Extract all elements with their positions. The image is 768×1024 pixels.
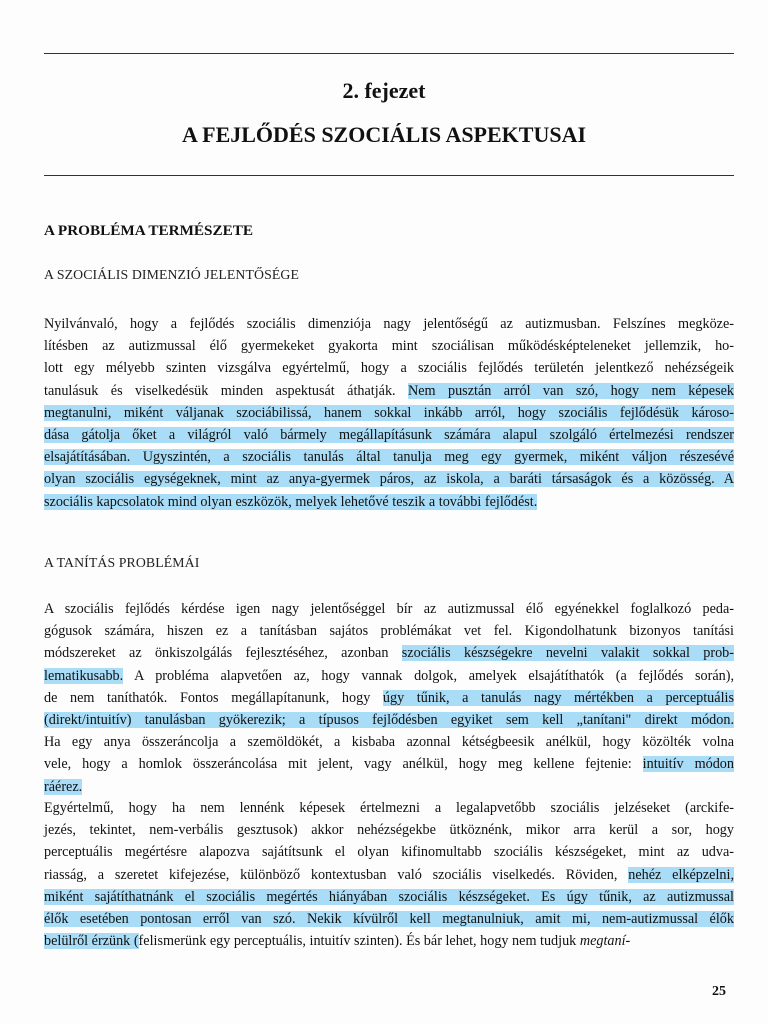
text-line	[44, 841, 734, 863]
text-line	[44, 687, 734, 709]
text-line	[44, 642, 734, 664]
chapter-number: 2. fejezet	[342, 78, 426, 103]
text-line	[44, 731, 734, 753]
text-segment: gógusok számára, hiszen ez a tanításban sajátos problémákat vet fel. Kigondolhatunk bizonyos tanítási	[44, 623, 734, 640]
top-rule	[44, 53, 734, 54]
text-line	[44, 819, 734, 841]
highlighted-text: ráérez.	[44, 778, 83, 795]
text-line	[44, 357, 734, 379]
text-segment: riasság, a szeretet kifejezése, különböző kontextusban való szociális viselkedés. Röviden,	[44, 866, 629, 883]
text-segment: lítésben az autizmussal élő gyermekeket gyakorta mint szociálisan működésképteleneket jellemzik, ho-	[44, 338, 734, 355]
text-line	[44, 491, 734, 513]
highlighted-text: élők esetében pontosan erről van szó. Nekik kívülről kell megtanulniuk, amit mi, nem-autizmussal élők	[44, 910, 734, 927]
highlighted-text: nehéz elképzelni,	[628, 866, 735, 883]
text-line	[44, 313, 734, 335]
text-line	[44, 468, 734, 490]
chapter-title: A FEJLŐDÉS SZOCIÁLIS ASPEKTUSAI	[181, 122, 587, 147]
text-line	[44, 402, 734, 424]
highlighted-text: Nem pusztán arról van szó, hogy nem képesek	[408, 382, 734, 399]
highlighted-text: szociális kapcsolatok mind olyan eszközök, melyek lehetővé teszik a további fejlődést.	[44, 493, 538, 510]
text-line	[44, 886, 734, 908]
text-line	[44, 753, 734, 775]
highlighted-text: elsajátításában. Ugyszintén, a szociális tanulás által tanulja meg egy gyermek, miként váljon részesévé	[44, 449, 734, 466]
text-segment: lott egy mélyebb szinten vizsgálva egyértelmű, hogy a szociális fejlődés területén jelentkező nehézségeik	[44, 360, 734, 377]
text-segment: Egyértelmű, hogy ha nem lennénk képesek értelmezni a legalapvetőbb szociális jelzéseket (arckife-	[44, 800, 734, 816]
text-segment: Nyilvánvaló, hogy a fejlődés szociális dimenziója nagy jelentőségű az autizmusban. Felszínes megköze-	[44, 316, 734, 332]
text-segment: vele, hogy a homlok összeráncolása mit jelent, vagy anélkül, hogy meg kellene fejtenie:	[44, 756, 643, 773]
text-line	[44, 446, 734, 468]
section-heading: A PROBLÉMA TERMÉSZETE	[44, 222, 254, 239]
text-segment: megtaní-	[579, 933, 631, 950]
text-line	[44, 335, 734, 357]
text-segment: tanulásuk és viselkedésük minden aspektusát áthatják.	[44, 382, 409, 399]
subsection-heading-2: A TANÍTÁS PROBLÉMÁI	[44, 555, 200, 570]
highlighted-text: (direkt/intuitív) tanulásban gyökerezik; a típusos fejlődésben egyiket sem kell „tanítani" direkt módon.	[44, 711, 734, 728]
highlighted-text: belülről érzünk (	[44, 933, 139, 950]
text-segment: de nem taníthatók. Fontos megállapítanunk, hogy	[44, 689, 383, 706]
highlighted-text: úgy tűnik, a tanulás nagy mértékben a perceptuális	[382, 689, 734, 706]
text-segment: A szociális fejlődés kérdése igen nagy jelentőséggel bír az autizmussal élő egyénekkel foglalkozó peda-	[44, 601, 734, 617]
paragraph-3	[44, 797, 734, 952]
text-line	[44, 797, 734, 819]
highlighted-text: szociális készségekre nevelni valakit sokkal prob-	[401, 645, 734, 662]
text-line	[44, 598, 734, 620]
text-line	[44, 709, 734, 731]
text-segment: jezés, tekintet, nem-verbális gesztusok) akkor nehézségekbe ütköznénk, mikor arra kerül a sor, hogy	[44, 822, 734, 839]
text-segment: Ha egy anya összeráncolja a szemöldökét, a kisbaba azonnal kétségbeesik anélkül, hogy közölték volna	[44, 734, 734, 751]
highlighted-text: megtanulni, miként váljanak szociábilissá, hanem sokkal inkább arról, hogy szociális fejlődésük károso-	[44, 404, 734, 421]
text-line	[44, 380, 734, 402]
highlighted-text: lematikusabb.	[44, 667, 124, 684]
text-line	[44, 620, 734, 642]
paragraph-1	[44, 313, 734, 513]
highlighted-text: miként sajátíthatnánk el szociális megértés hiányában szociális készségeket. Es úgy tűnik, az autizmussal	[44, 888, 734, 905]
text-line	[44, 864, 734, 886]
text-line	[44, 930, 734, 952]
subsection-heading-1: A SZOCIÁLIS DIMENZIÓ JELENTŐSÉGE	[44, 267, 299, 282]
text-segment: perceptuális megértésre alapozva sajátítsunk el olyan kifinomultabb szociális készségeket, mint az udva-	[44, 844, 734, 861]
text-segment: módszereket az önkiszolgálás fejlesztéséhez, azonban	[44, 645, 402, 662]
highlighted-text: dása gátolja őket a világról való bármely megállapításunk számára alapul szolgáló értelmezési rendszer	[44, 426, 734, 443]
bottom-rule	[44, 175, 734, 176]
text-segment: felismerünk egy perceptuális, intuitív szinten). És bár lehet, hogy nem tudjuk	[138, 933, 580, 950]
text-line	[44, 776, 734, 798]
highlighted-text: intuitív módon	[642, 756, 734, 773]
text-line	[44, 908, 734, 930]
text-line	[44, 424, 734, 446]
paragraph-2	[44, 598, 734, 798]
highlighted-text: olyan szociális egységeknek, mint az anya-gyermek páros, az iskola, a baráti társaságok és a közösség. A	[44, 471, 734, 488]
page-number: 25	[712, 984, 726, 999]
text-line	[44, 665, 734, 687]
text-segment: A probléma alapvetően az, hogy vannak dolgok, amelyek elsajátíthatók (a fejlődés során),	[123, 667, 734, 684]
